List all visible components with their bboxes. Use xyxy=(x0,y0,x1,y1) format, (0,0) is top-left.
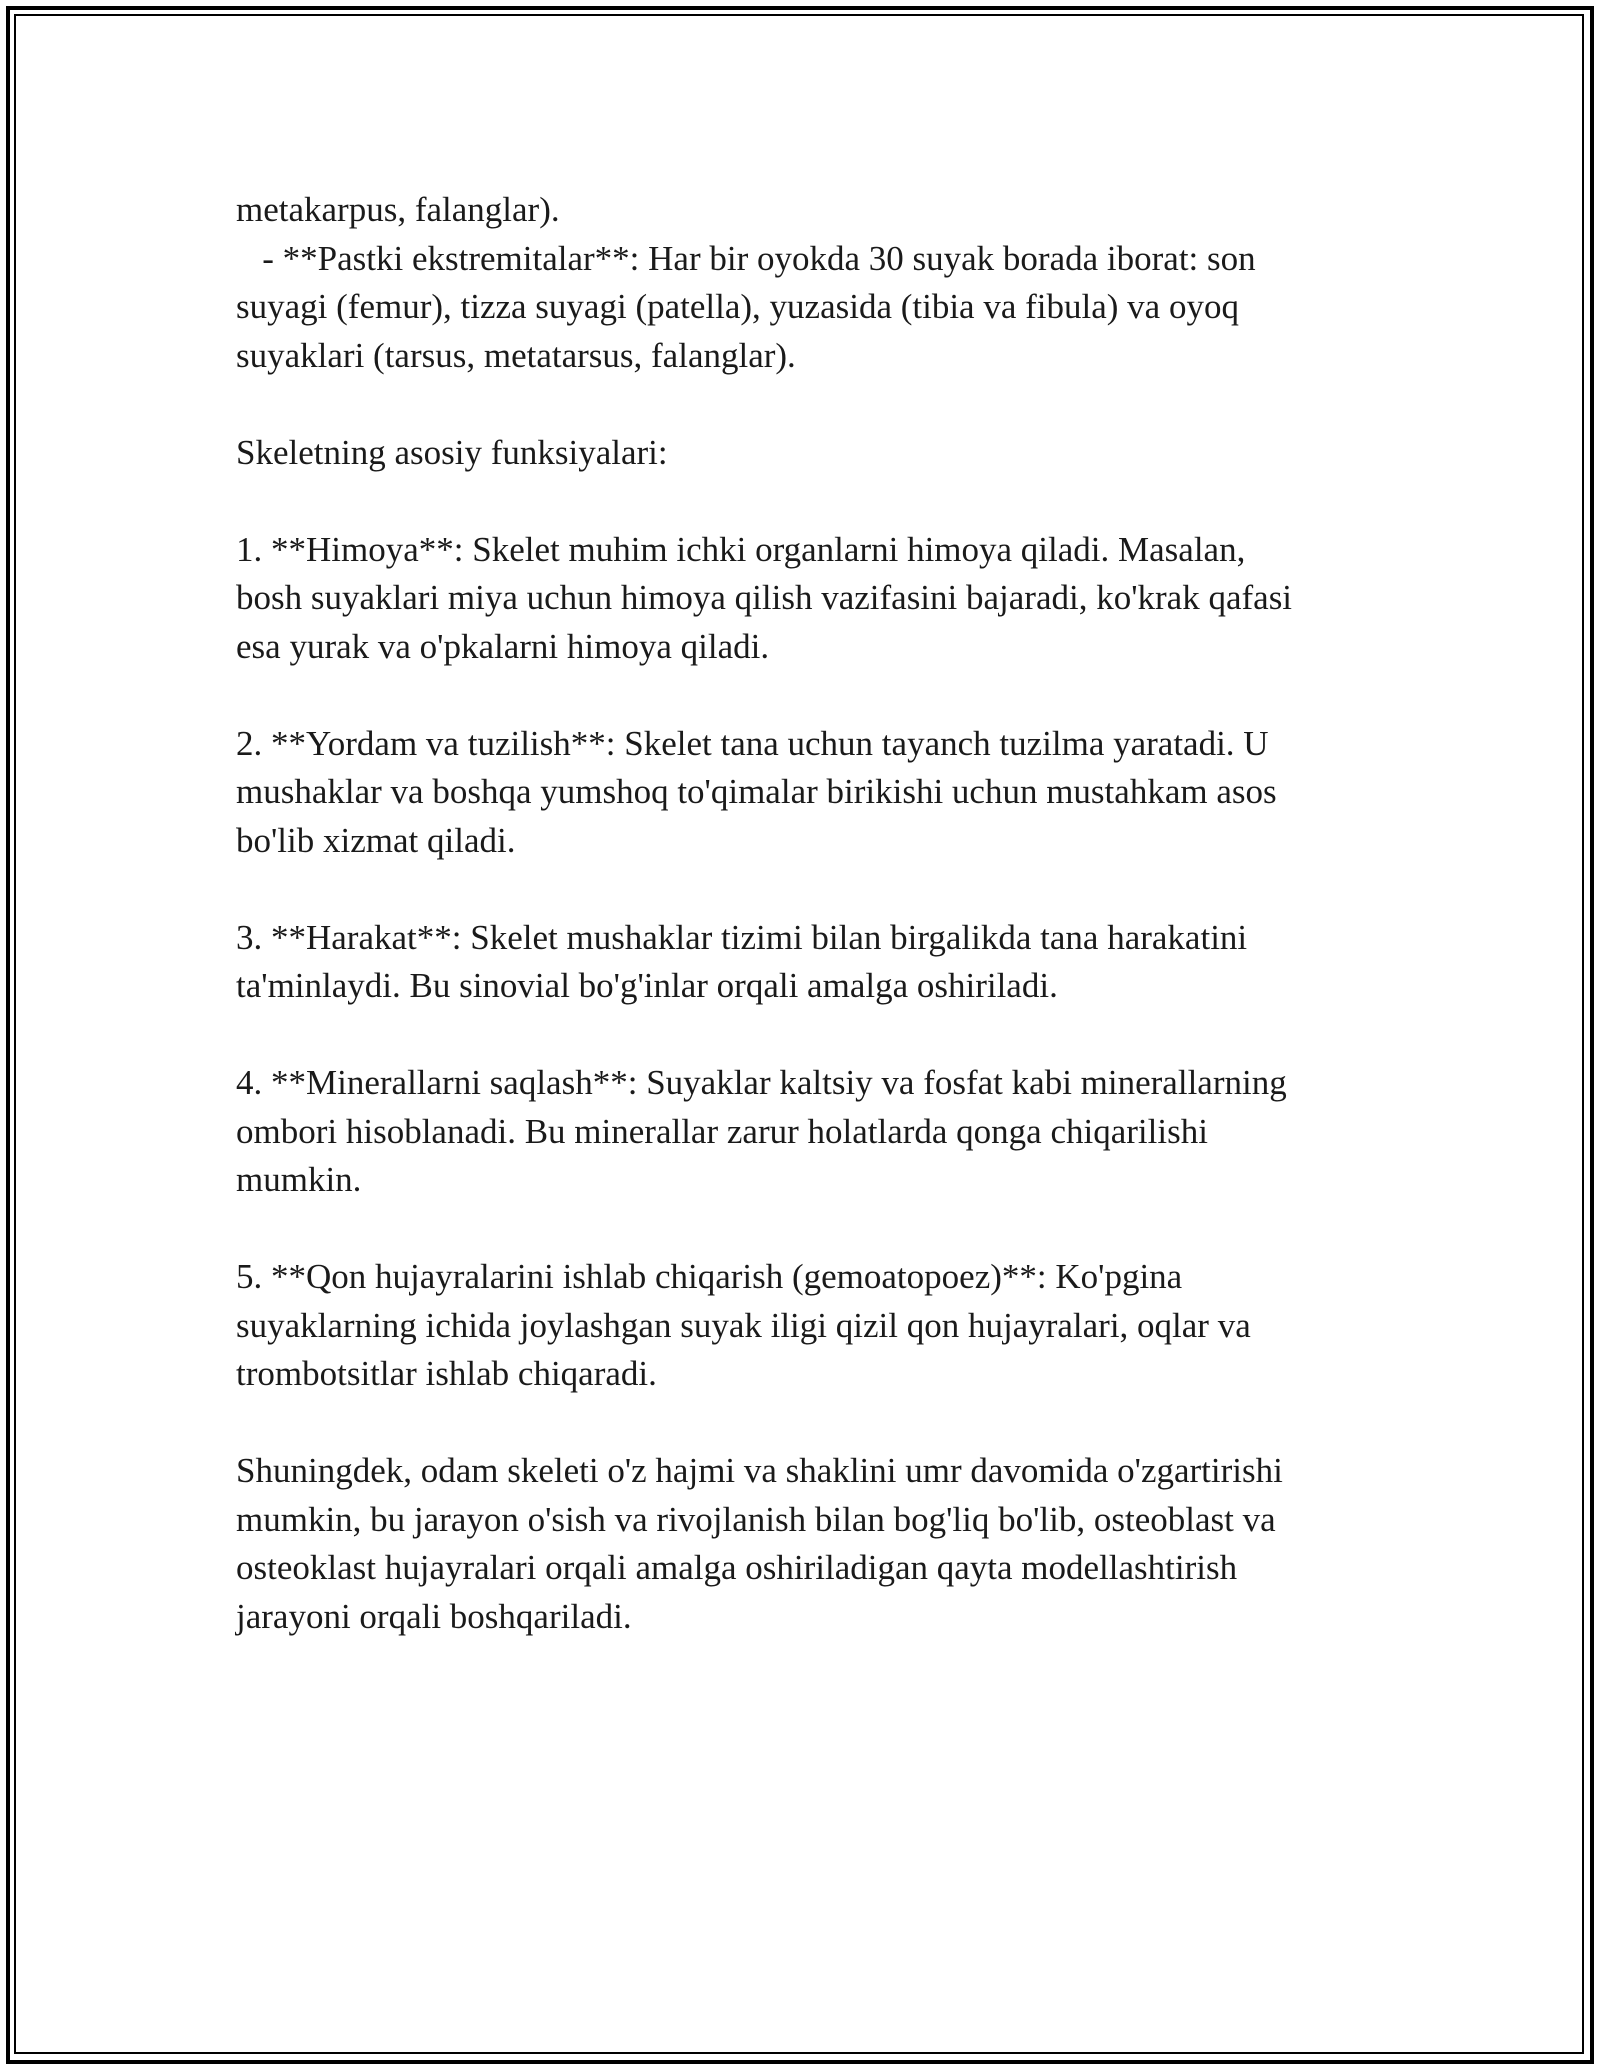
paragraph xyxy=(236,1059,1366,1205)
paragraph xyxy=(236,186,1366,380)
text-line: metakarpus, falanglar). xyxy=(236,190,560,229)
text-line: 5. **Qon hujayralarini ishlab chiqarish (gemoatopoez)**: Ko'pgina xyxy=(236,1257,1183,1296)
paragraph xyxy=(236,1253,1366,1399)
paragraph xyxy=(236,720,1366,866)
text-line: bo'lib xizmat qiladi. xyxy=(236,820,516,860)
text-line: trombotsitlar ishlab chiqaradi. xyxy=(236,1354,657,1393)
text-line: suyaklari (tarsus, metatarsus, falanglar). xyxy=(236,335,796,375)
text-line: 1. **Himoya**: Skelet muhim ichki organlarni himoya qiladi. Masalan, xyxy=(236,529,1246,569)
text-line: mumkin, bu jarayon o'sish va rivojlanish bilan bog'liq bo'lib, osteoblast va xyxy=(236,1499,1276,1539)
text-line: Shuningdek, odam skeleti o'z hajmi va shaklini umr davomida o'zgartirishi xyxy=(236,1451,1283,1490)
text-line: mumkin. xyxy=(236,1160,362,1199)
text-line: jarayoni orqali boshqariladi. xyxy=(236,1596,632,1636)
paragraph xyxy=(236,914,1366,1011)
text-line: ombori hisoblanadi. Bu minerallar zarur holatlarda qonga chiqarilishi xyxy=(236,1111,1208,1151)
text-line: 2. **Yordam va tuzilish**: Skelet tana uchun tayanch tuzilma yaratadi. U xyxy=(236,723,1269,763)
text-line: osteoklast hujayralari orqali amalga oshiriladigan qayta modellashtirish xyxy=(236,1548,1238,1587)
text-line: bosh suyaklari miya uchun himoya qilish vazifasini bajaradi, ko'krak qafasi xyxy=(236,578,1293,617)
text-line: mushaklar va boshqa yumshoq to'qimalar birikishi uchun mustahkam asos xyxy=(236,772,1277,811)
text-line: suyaklarning ichida joylashgan suyak iligi qizil qon hujayralari, oqlar va xyxy=(236,1305,1251,1345)
text-line: Skeletning asosiy funksiyalari: xyxy=(236,432,668,472)
text-line: esa yurak va o'pkalarni himoya qiladi. xyxy=(236,626,770,666)
text-line: 3. **Harakat**: Skelet mushaklar tizimi bilan birgalikda tana harakatini xyxy=(236,917,1248,957)
paragraph xyxy=(236,429,1366,478)
paragraph xyxy=(236,526,1366,672)
paragraph xyxy=(236,1447,1366,1641)
text-line: - **Pastki ekstremitalar**: Har bir oyokda 30 suyak borada iborat: son xyxy=(236,238,1256,278)
text-line: ta'minlaydi. Bu sinovial bo'g'inlar orqali amalga oshiriladi. xyxy=(236,966,1058,1005)
text-line: suyagi (femur), tizza suyagi (patella), yuzasida (tibia va fibula) va oyoq xyxy=(236,287,1239,326)
document-body xyxy=(236,186,1366,1641)
text-line: 4. **Minerallarni saqlash**: Suyaklar kaltsiy va fosfat kabi minerallarning xyxy=(236,1063,1287,1102)
